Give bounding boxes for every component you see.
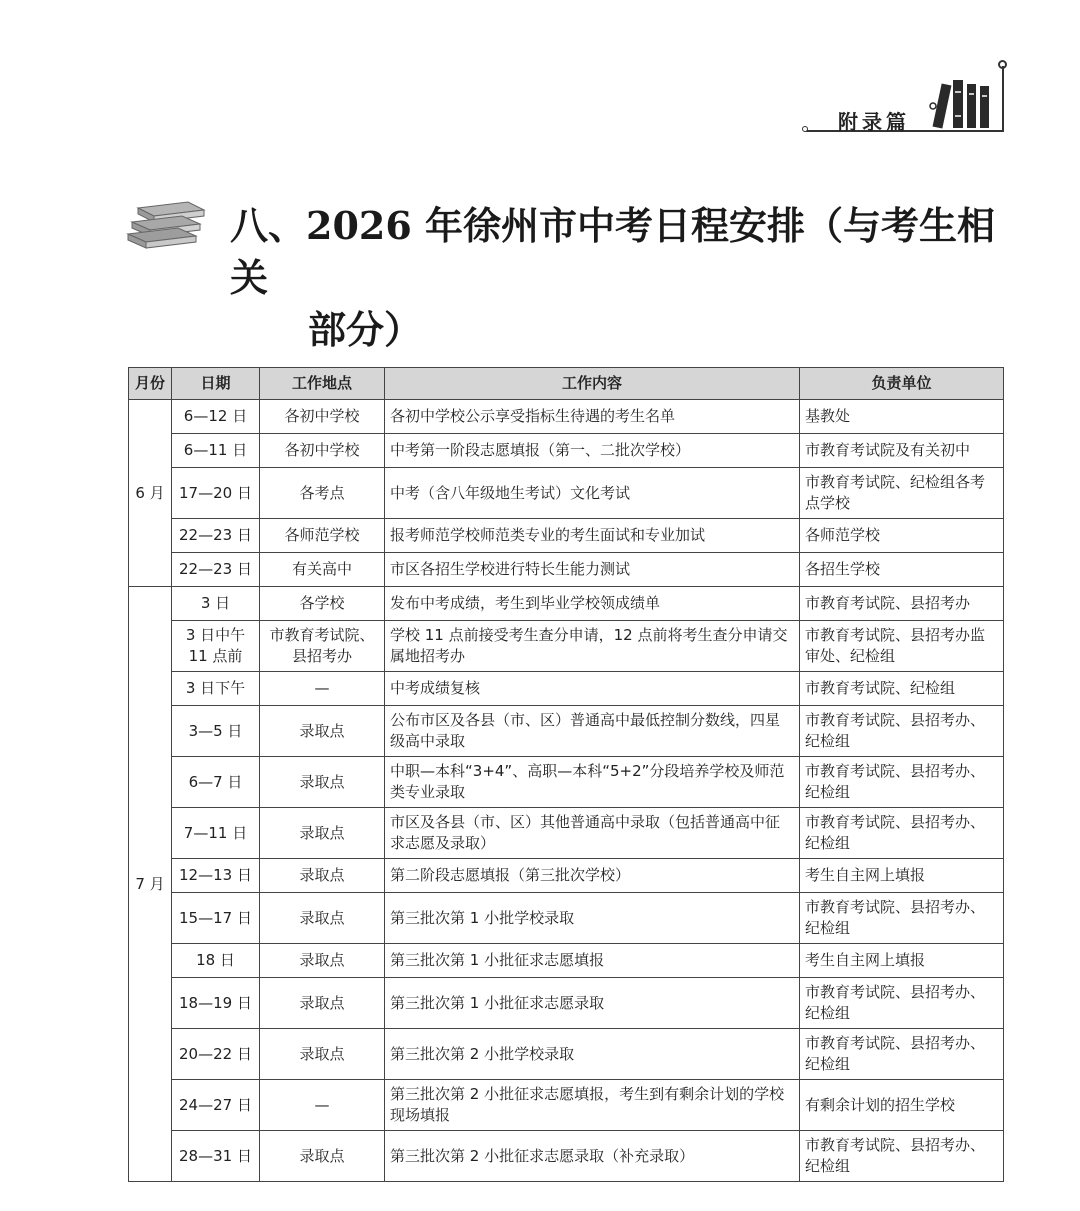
place-cell: 录取点 (260, 808, 385, 859)
content-cell: 发布中考成绩，考生到毕业学校领成绩单 (385, 587, 800, 621)
place-cell: 录取点 (260, 978, 385, 1029)
table-row (129, 808, 1004, 859)
date-cell: 3 日中午 11 点前 (172, 621, 260, 672)
content-cell: 第三批次第 2 小批学校录取 (385, 1029, 800, 1080)
table-row (129, 757, 1004, 808)
month-cell: 6 月 (129, 400, 172, 587)
unit-cell: 市教育考试院、纪检组 (800, 672, 1004, 706)
table-row (129, 893, 1004, 944)
table-row (129, 587, 1004, 621)
page-title-line2: 部分） (308, 307, 423, 352)
content-cell: 第三批次第 1 小批学校录取 (385, 893, 800, 944)
header-rule-dot (802, 126, 808, 132)
content-cell: 第三批次第 1 小批征求志愿填报 (385, 944, 800, 978)
table-row (129, 1029, 1004, 1080)
page-title (230, 200, 1020, 356)
content-cell: 报考师范学校师范类专业的考生面试和专业加试 (385, 519, 800, 553)
place-cell: 录取点 (260, 859, 385, 893)
table-row (129, 621, 1004, 672)
unit-cell: 有剩余计划的招生学校 (800, 1080, 1004, 1131)
date-cell: 7—11 日 (172, 808, 260, 859)
content-cell: 第二阶段志愿填报（第三批次学校） (385, 859, 800, 893)
unit-cell: 市教育考试院、县招考办、纪检组 (800, 1029, 1004, 1080)
page-title-line1: 八、2026 年徐州市中考日程安排（与考生相关 (230, 203, 995, 300)
table-row (129, 1131, 1004, 1182)
unit-cell: 市教育考试院、县招考办、纪检组 (800, 757, 1004, 808)
content-cell: 学校 11 点前接受考生查分申请，12 点前将考生查分申请交属地招考办 (385, 621, 800, 672)
place-cell: 各初中学校 (260, 400, 385, 434)
place-cell: 录取点 (260, 1131, 385, 1182)
date-cell: 15—17 日 (172, 893, 260, 944)
schedule-table (128, 367, 1004, 1182)
content-cell: 第三批次第 1 小批征求志愿录取 (385, 978, 800, 1029)
place-cell: 各初中学校 (260, 434, 385, 468)
place-cell: — (260, 1080, 385, 1131)
date-cell: 3—5 日 (172, 706, 260, 757)
unit-cell: 市教育考试院、县招考办监审处、纪检组 (800, 621, 1004, 672)
table-row (129, 706, 1004, 757)
column-header-month: 月份 (129, 368, 172, 400)
table-row (129, 434, 1004, 468)
content-cell: 市区各招生学校进行特长生能力测试 (385, 553, 800, 587)
unit-cell: 市教育考试院、县招考办、纪检组 (800, 893, 1004, 944)
place-cell: 各师范学校 (260, 519, 385, 553)
table-row (129, 944, 1004, 978)
header-ornament-line (1002, 66, 1004, 132)
place-cell: 录取点 (260, 706, 385, 757)
table-row (129, 1080, 1004, 1131)
date-cell: 12—13 日 (172, 859, 260, 893)
unit-cell: 市教育考试院、县招考办、纪检组 (800, 978, 1004, 1029)
bookshelf-icon (925, 70, 995, 130)
table-row (129, 519, 1004, 553)
date-cell: 18 日 (172, 944, 260, 978)
table-row (129, 400, 1004, 434)
unit-cell: 各师范学校 (800, 519, 1004, 553)
table-row (129, 672, 1004, 706)
unit-cell: 市教育考试院、县招考办、纪检组 (800, 1131, 1004, 1182)
date-cell: 24—27 日 (172, 1080, 260, 1131)
column-header-content: 工作内容 (385, 368, 800, 400)
place-cell: 录取点 (260, 944, 385, 978)
month-cell: 7 月 (129, 587, 172, 1182)
date-cell: 17—20 日 (172, 468, 260, 519)
content-cell: 中考成绩复核 (385, 672, 800, 706)
unit-cell: 市教育考试院及有关初中 (800, 434, 1004, 468)
unit-cell: 基教处 (800, 400, 1004, 434)
content-cell: 第三批次第 2 小批征求志愿填报，考生到有剩余计划的学校现场填报 (385, 1080, 800, 1131)
content-cell: 中考第一阶段志愿填报（第一、二批次学校） (385, 434, 800, 468)
unit-cell: 各招生学校 (800, 553, 1004, 587)
place-cell: 录取点 (260, 1029, 385, 1080)
date-cell: 3 日 (172, 587, 260, 621)
content-cell: 中职—本科“3+4”、高职—本科“5+2”分段培养学校及师范类专业录取 (385, 757, 800, 808)
content-cell: 中考（含八年级地生考试）文化考试 (385, 468, 800, 519)
content-cell: 公布市区及各县（市、区）普通高中最低控制分数线，四星级高中录取 (385, 706, 800, 757)
date-cell: 6—12 日 (172, 400, 260, 434)
date-cell: 20—22 日 (172, 1029, 260, 1080)
unit-cell: 市教育考试院、县招考办、纪检组 (800, 808, 1004, 859)
section-label: 附录篇 (838, 110, 910, 134)
unit-cell: 市教育考试院、县招考办 (800, 587, 1004, 621)
place-cell: 录取点 (260, 757, 385, 808)
book-stack-icon (124, 198, 208, 250)
place-cell: 录取点 (260, 893, 385, 944)
date-cell: 28—31 日 (172, 1131, 260, 1182)
content-cell: 第三批次第 2 小批征求志愿录取（补充录取） (385, 1131, 800, 1182)
column-header-date: 日期 (172, 368, 260, 400)
content-cell: 各初中学校公示享受指标生待遇的考生名单 (385, 400, 800, 434)
date-cell: 18—19 日 (172, 978, 260, 1029)
date-cell: 22—23 日 (172, 519, 260, 553)
place-cell: 有关高中 (260, 553, 385, 587)
date-cell: 6—7 日 (172, 757, 260, 808)
column-header-place: 工作地点 (260, 368, 385, 400)
unit-cell: 市教育考试院、纪检组各考点学校 (800, 468, 1004, 519)
table-row (129, 859, 1004, 893)
place-cell: 各学校 (260, 587, 385, 621)
place-cell: 市教育考试院、县招考办 (260, 621, 385, 672)
unit-cell: 市教育考试院、县招考办、纪检组 (800, 706, 1004, 757)
date-cell: 3 日下午 (172, 672, 260, 706)
column-header-unit: 负责单位 (800, 368, 1004, 400)
table-row (129, 468, 1004, 519)
place-cell: 各考点 (260, 468, 385, 519)
unit-cell: 考生自主网上填报 (800, 944, 1004, 978)
table-header-row (129, 368, 1004, 400)
date-cell: 6—11 日 (172, 434, 260, 468)
unit-cell: 考生自主网上填报 (800, 859, 1004, 893)
table-row (129, 978, 1004, 1029)
date-cell: 22—23 日 (172, 553, 260, 587)
content-cell: 市区及各县（市、区）其他普通高中录取（包括普通高中征求志愿及录取） (385, 808, 800, 859)
table-row (129, 553, 1004, 587)
place-cell: — (260, 672, 385, 706)
